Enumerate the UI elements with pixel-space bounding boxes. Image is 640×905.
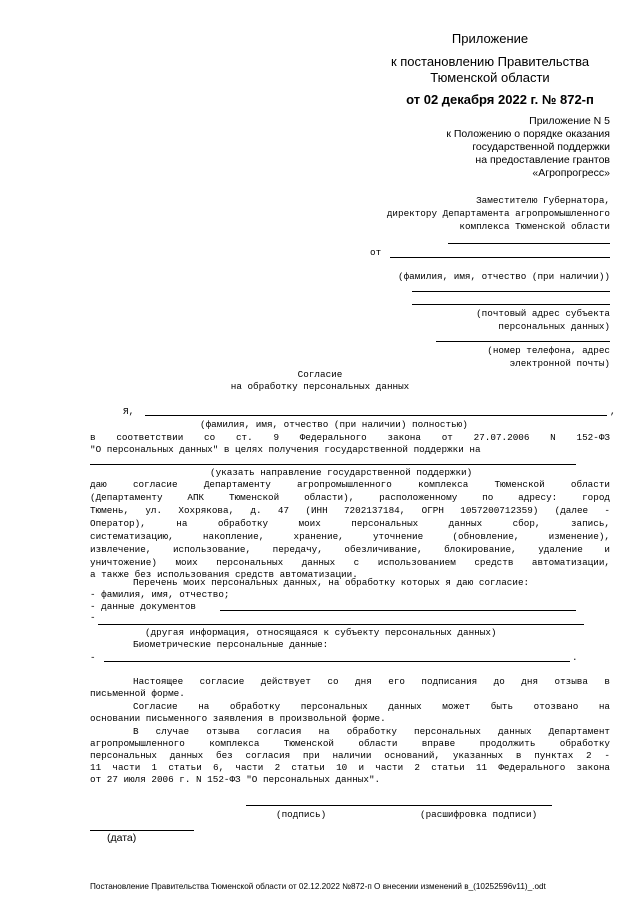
resolution-line-2: Тюменской области	[430, 70, 550, 85]
consent-line-4: Оператор), на обработку моих персональных данных сбор, запись,	[90, 518, 610, 529]
address-hint-2: персональных данных)	[498, 321, 610, 332]
law-line-1: в соответствии со ст. 9 Федерального закона от 27.07.2006 N 152-ФЗ	[90, 432, 610, 443]
resolution-date: от 02 декабря 2022 г. № 872-п	[406, 92, 594, 107]
biometric-dot: .	[572, 652, 578, 663]
contact-line	[436, 341, 610, 342]
address-hint-1: (почтовый адрес субъекта	[476, 308, 610, 319]
consent-line-1: даю согласие Департаменту агропромышленного комплекса Тюменской области	[90, 479, 610, 490]
from-label: от	[370, 247, 382, 258]
signature-hint: (подпись)	[276, 809, 327, 820]
revoke-line-2: основании письменного заявления в произвольной форме.	[90, 713, 386, 724]
resolution-line-1: к постановлению Правительства	[390, 54, 590, 69]
i-comma: ,	[610, 406, 616, 417]
consent-line-5: систематизацию, накопление, хранение, уточнение (обновление, изменение),	[90, 531, 610, 542]
other-info-line	[98, 624, 584, 625]
i-label: Я,	[123, 406, 135, 417]
date-line	[90, 830, 194, 831]
validity-line-1: Настоящее согласие действует со дня его подписания до дня отзыва в	[133, 676, 610, 687]
full-name-hint: (фамилия, имя, отчество (при наличии) полностью)	[200, 419, 468, 430]
address-line-1	[412, 291, 610, 292]
annex-line-3: на предоставление грантов	[475, 154, 610, 166]
date-label: (дата)	[107, 832, 137, 844]
annex-number: Приложение N 5	[529, 115, 610, 127]
addressee-blank-line-1	[448, 243, 610, 244]
biometric-label: Биометрические персональные данные:	[133, 639, 329, 650]
revoke-case-line-2: агропромышленного комплекса Тюменской области вправе продолжить обработку	[90, 738, 610, 749]
data-list-intro: Перечень моих персональных данных, на обработку которых я даю согласие:	[133, 577, 530, 588]
contact-hint-2: электронной почты)	[509, 358, 610, 369]
other-info-hint: (другая информация, относящаяся к субъекту персональных данных)	[145, 627, 497, 638]
signature-decode-hint: (расшифровка подписи)	[420, 809, 538, 820]
addressee-line-3: комплекса Тюменской области	[459, 221, 610, 232]
revoke-case-line-3: персональных данных без согласия при наличии оснований, указанных в пунктах 2 -	[90, 750, 610, 761]
consent-line-7: уничтожение) моих персональных данных с использованием средств автоматизации,	[90, 557, 610, 568]
annex-line-4: «Агропрогресс»	[532, 167, 610, 179]
full-name-line	[145, 415, 607, 416]
fio-hint: (фамилия, имя, отчество (при наличии))	[397, 271, 610, 282]
revoke-case-line-4: 11 части 1 статьи 6, части 2 статьи 10 и части 2 статьи 11 Федерального закона	[90, 762, 610, 773]
addressee-line-1: Заместителю Губернатора,	[476, 195, 610, 206]
biometric-dash: -	[90, 652, 96, 663]
support-direction-line	[90, 464, 576, 465]
address-line-2	[412, 304, 610, 305]
sender-name-line	[390, 257, 610, 258]
biometric-line	[104, 661, 570, 662]
consent-subtitle: на обработку персональных данных	[230, 381, 410, 392]
data-list-item-1: - фамилия, имя, отчество;	[90, 589, 230, 600]
annex-line-2: государственной поддержки	[472, 141, 610, 153]
documents-line	[220, 610, 576, 611]
validity-line-2: письменной форме.	[90, 688, 185, 699]
data-list-item-2: - данные документов	[90, 601, 197, 612]
annex-line-1: к Положению о порядке оказания	[446, 128, 610, 140]
addressee-line-2: директору Департамента агропромышленного	[386, 208, 610, 219]
consent-line-3: Тюмень, ул. Хохрякова, д. 47 (ИНН 7202137184, ОГРН 1057200712359) (далее -	[90, 505, 610, 516]
consent-line-2: (Департаменту АПК Тюменской области), расположенному по адресу: город	[90, 492, 610, 503]
revoke-case-line-1: В случае отзыва согласия на обработку персональных данных Департамент	[133, 726, 610, 737]
consent-title: Согласие	[297, 369, 343, 380]
consent-line-6: извлечение, использование, передачу, обезличивание, блокирование, удаление и	[90, 544, 610, 555]
signature-line	[246, 805, 552, 806]
support-direction-hint: (указать направление государственной поддержки)	[210, 467, 473, 478]
document-footer: Постановление Правительства Тюменской области от 02.12.2022 №872-п О внесении изменений в_(10252596v11)_.odt	[90, 882, 546, 891]
revoke-line-1: Согласие на обработку персональных данных может быть отозвано на	[133, 701, 610, 712]
data-list-dash: -	[90, 612, 96, 623]
contact-hint-1: (номер телефона, адрес	[487, 345, 610, 356]
revoke-case-line-5: от 27 июля 2006 г. N 152-ФЗ "О персональных данных".	[90, 774, 381, 785]
consent-line-8: а также без использования средств автоматизации.	[90, 569, 358, 580]
appendix-title: Приложение	[451, 31, 529, 46]
law-line-2: "О персональных данных" в целях получения государственной поддержки на	[90, 444, 481, 455]
